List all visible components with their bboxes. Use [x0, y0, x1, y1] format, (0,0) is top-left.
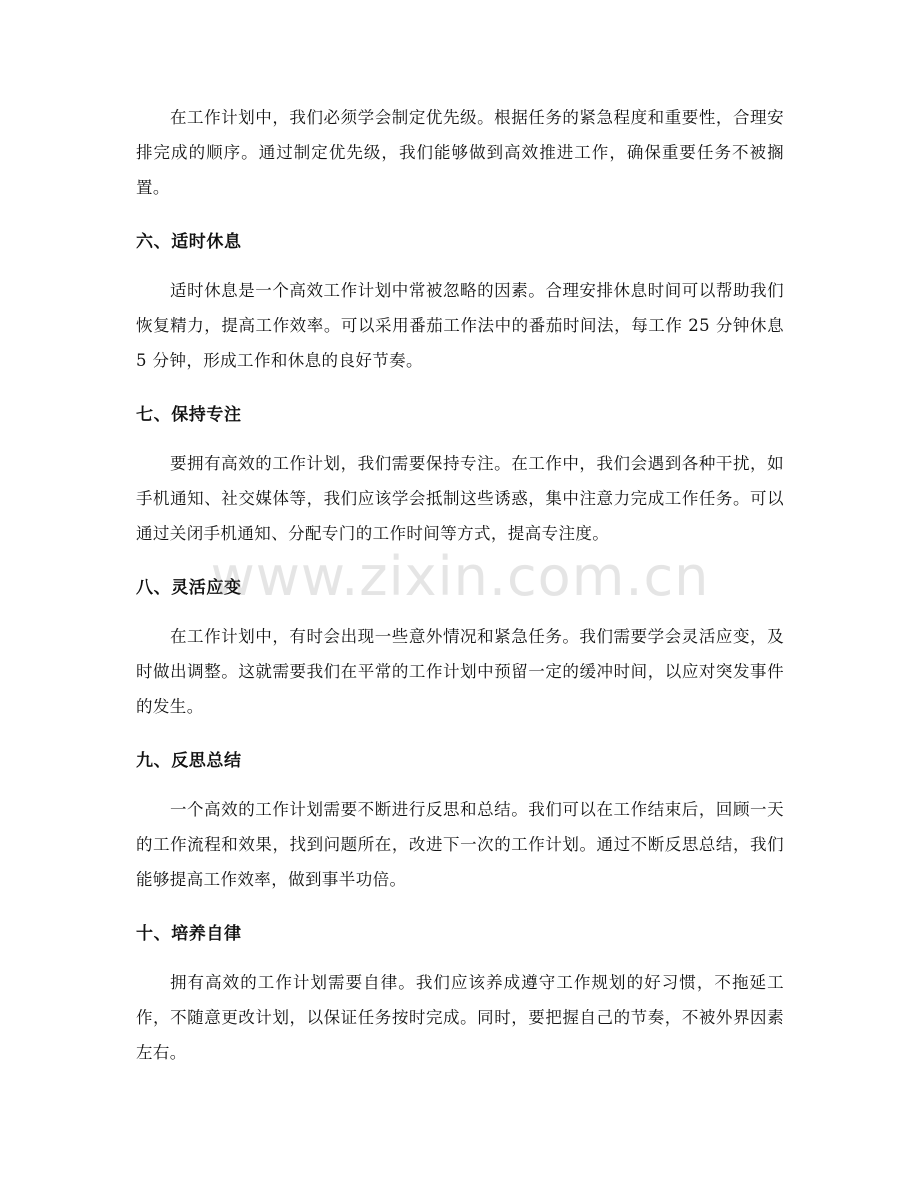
- section-flexibility: [136, 573, 784, 724]
- section-heading: 七、保持专注: [136, 405, 242, 425]
- section-paragraph: 一个高效的工作计划需要不断进行反思和总结。我们可以在工作结束后，回顾一天的工作流程和效果，找到问题所在，改进下一次的工作计划。通过不断反思总结，我们能够提高工作效率，做到事半功倍。: [136, 800, 784, 889]
- section-heading: 八、灵活应变: [136, 578, 242, 598]
- section-paragraph: 适时休息是一个高效工作计划中常被忽略的因素。合理安排休息时间可以帮助我们恢复精力，提高工作效率。可以采用番茄工作法中的番茄时间法，每工作 25 分钟休息 5 分钟，形成工作和休息的良好节奏。: [136, 281, 784, 370]
- watermark: www.zixin.com.cn: [210, 545, 710, 608]
- document-body: [136, 100, 784, 1070]
- intro-paragraph: 在工作计划中，我们必须学会制定优先级。根据任务的紧急程度和重要性，合理安排完成的顺序。通过制定优先级，我们能够做到高效推进工作，确保重要任务不被搁置。: [136, 108, 784, 197]
- section-heading: 六、适时休息: [136, 232, 242, 252]
- section-paragraph: 在工作计划中，有时会出现一些意外情况和紧急任务。我们需要学会灵活应变，及时做出调整。这就需要我们在平常的工作计划中预留一定的缓冲时间，以应对突发事件的发生。: [136, 627, 784, 716]
- section-focus: [136, 400, 784, 551]
- section-reflection: [136, 746, 784, 897]
- section-paragraph: 拥有高效的工作计划需要自律。我们应该养成遵守工作规划的好习惯，不拖延工作，不随意更改计划，以保证任务按时完成。同时，要把握自己的节奏，不被外界因素左右。: [136, 973, 784, 1062]
- section-self-discipline: [136, 919, 784, 1070]
- section-heading: 十、培养自律: [136, 924, 242, 944]
- section-paragraph: 要拥有高效的工作计划，我们需要保持专注。在工作中，我们会遇到各种干扰，如手机通知、社交媒体等，我们应该学会抵制这些诱惑，集中注意力完成工作任务。可以通过关闭手机通知、分配专门的工作时间等方式，提高专注度。: [136, 454, 784, 543]
- section-heading: 九、反思总结: [136, 751, 242, 771]
- section-rest: [136, 227, 784, 378]
